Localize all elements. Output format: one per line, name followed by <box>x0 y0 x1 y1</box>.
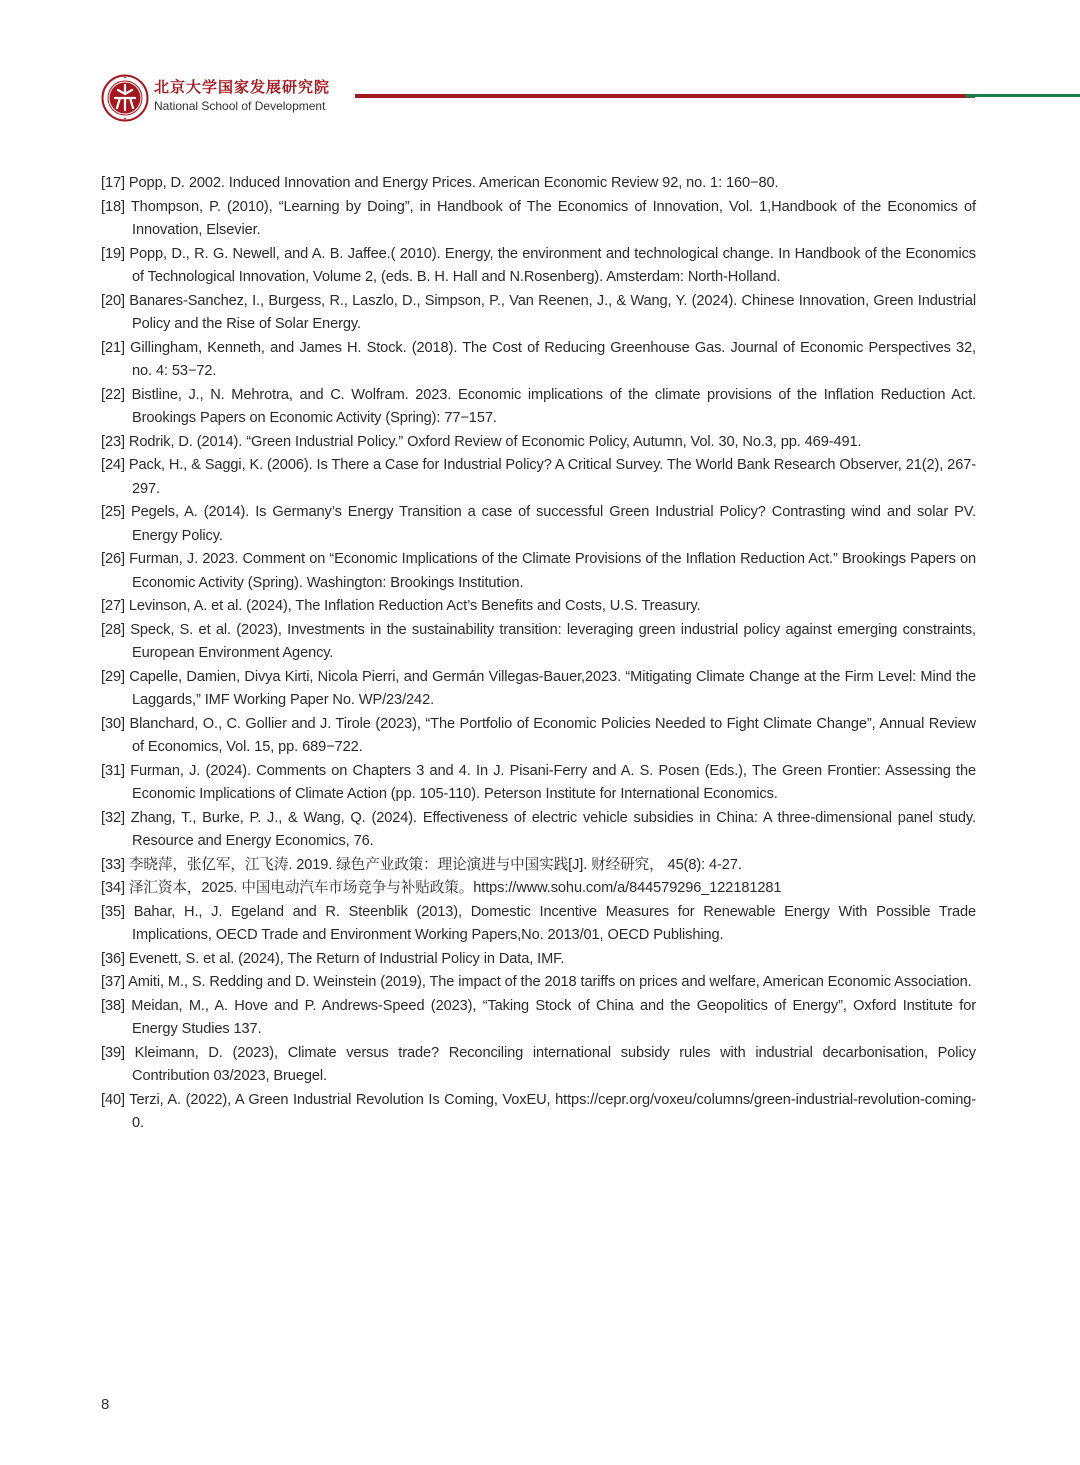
reference-26: [26] Furman, J. 2023. Comment on “Economic Implications of the Climate Provisions of the Inflation Reduction Act.” Brookings Papers on Economic Activity (Spring). Washington: Brookings Institution. <box>101 551 976 591</box>
reference-24: [24] Pack, H., & Saggi, K. (2006). Is There a Case for Industrial Policy? A Critical Survey. The World Bank Research Observer, 21(2), 267-297. <box>101 457 976 497</box>
peking-university-seal-icon <box>101 74 149 122</box>
reference-30: [30] Blanchard, O., C. Gollier and J. Tirole (2023), “The Portfolio of Economic Policies Needed to Fight Climate Change”, Annual Review of Economics, Vol. 15, pp. 689−722. <box>101 715 976 755</box>
org-name-chinese: 北京大学国家发展研究院 <box>154 79 331 96</box>
reference-29: [29] Capelle, Damien, Divya Kirti, Nicola Pierri, and Germán Villegas-Bauer,2023. “Mitigating Climate Change at the Firm Level: Mind the Laggards,” IMF Working Paper No. WP/23/242. <box>101 668 976 708</box>
reference-36: [36] Evenett, S. et al. (2024), The Return of Industrial Policy in Data, IMF. <box>101 950 565 967</box>
reference-28: [28] Speck, S. et al. (2023), Investments in the sustainability transition: leveraging green industrial policy against emerging constraints, European Environment Agency. <box>101 621 976 661</box>
logo-wordmark <box>154 79 330 114</box>
reference-list <box>101 172 976 1136</box>
reference-38: [38] Meidan, M., A. Hove and P. Andrews-Speed (2023), “Taking Stock of China and the Geopolitics of Energy”, Oxford Institute for Energy Studies 137. <box>101 997 976 1037</box>
reference-27: [27] Levinson, A. et al. (2024), The Inflation Reduction Act’s Benefits and Costs, U.S. Treasury. <box>101 598 701 614</box>
org-name-english: National School of Development <box>154 99 326 113</box>
reference-35: [35] Bahar, H., J. Egeland and R. Steenblik (2013), Domestic Incentive Measures for Renewable Energy With Possible Trade Implications, OECD Trade and Environment Working Papers,No. 2013/01, OECD Publishing. <box>101 903 976 943</box>
reference-20: [20] Banares-Sanchez, I., Burgess, R., Laszlo, D., Simpson, P., Van Reenen, J., & Wang, Y. (2024). Chinese Innovation, Green Industrial Policy and the Rise of Solar Energy. <box>101 292 976 332</box>
reference-21: [21] Gillingham, Kenneth, and James H. Stock. (2018). The Cost of Reducing Greenhouse Gas. Journal of Economic Perspectives 32, no. 4: 53−72. <box>101 339 976 379</box>
reference-18: [18] Thompson, P. (2010), “Learning by Doing”, in Handbook of The Economics of Innovation, Vol. 1,Handbook of the Economics of Innovation, Elsevier. <box>101 198 976 238</box>
reference-33: [33] 李晓萍，张亿军，江飞涛. 2019. 绿色产业政策：理论演进与中国实践[J]. 财经研究， 45(8): 4-27. <box>101 856 742 873</box>
reference-17: [17] Popp, D. 2002. Induced Innovation and Energy Prices. American Economic Review 92, no. 1: 160−80. <box>101 175 779 191</box>
reference-34: [34] 泽汇资本，2025. 中国电动汽车市场竞争与补贴政策。https://www.sohu.com/a/844579296_122181281 <box>101 880 782 896</box>
reference-22: [22] Bistline, J., N. Mehrotra, and C. Wolfram. 2023. Economic implications of the climate provisions of the Inflation Reduction Act. Brookings Papers on Economic Activity (Spring): 77−157. <box>101 386 976 426</box>
reference-40: [40] Terzi, A. (2022), A Green Industrial Revolution Is Coming, VoxEU, https://cepr.org/voxeu/columns/green-industrial-revolution-coming-0. <box>101 1091 976 1131</box>
reference-23: [23] Rodrik, D. (2014). “Green Industrial Policy.” Oxford Review of Economic Policy, Autumn, Vol. 30, No.3, pp. 469-491. <box>101 433 862 450</box>
header-rule-green <box>966 94 1080 97</box>
reference-32: [32] Zhang, T., Burke, P. J., & Wang, Q. (2024). Effectiveness of electric vehicle subsidies in China: A three-dimensional panel study. Resource and Energy Economics, 76. <box>101 809 976 849</box>
reference-31: [31] Furman, J. (2024). Comments on Chapters 3 and 4. In J. Pisani-Ferry and A. S. Posen (Eds.), The Green Frontier: Assessing the Economic Implications of Climate Action (pp. 105-110). Peterson Institute for International Economics. <box>101 762 976 802</box>
reference-39: [39] Kleimann, D. (2023), Climate versus trade? Reconciling international subsidy rules with industrial decarbonisation, Policy Contribution 03/2023, Bruegel. <box>101 1044 976 1084</box>
header-rule-red <box>355 94 968 98</box>
reference-19: [19] Popp, D., R. G. Newell, and A. B. Jaffee.( 2010). Energy, the environment and technological change. In Handbook of the Economics of Technological Innovation, Volume 2, (eds. B. H. Hall and N.Rosenberg). Amsterdam: North-Holland. <box>101 245 976 285</box>
reference-37: [37] Amiti, M., S. Redding and D. Weinstein (2019), The impact of the 2018 tariffs on prices and welfare, American Economic Association. <box>101 974 972 990</box>
page-header <box>0 0 1080 140</box>
page-number: 8 <box>101 1396 110 1413</box>
reference-25: [25] Pegels, A. (2014). Is Germany’s Energy Transition a case of successful Green Industrial Policy? Contrasting wind and solar PV. Energy Policy. <box>101 504 976 544</box>
